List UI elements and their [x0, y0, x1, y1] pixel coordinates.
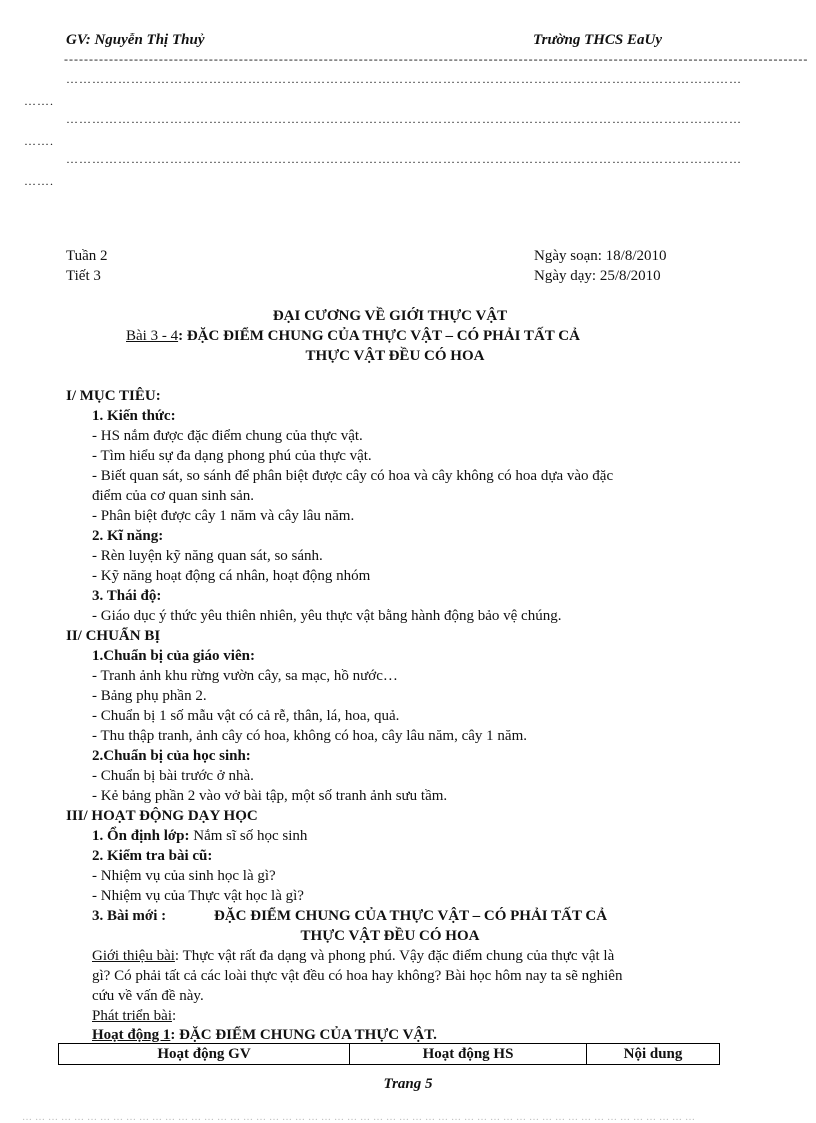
lesson-ref: Bài 3 - 4 — [126, 328, 179, 344]
teacher-prep-item: - Bảng phụ phần 2. — [92, 688, 207, 704]
col-teacher-activity: Hoạt động GV — [59, 1044, 350, 1065]
teacher-prep-item: - Tranh ảnh khu rừng vườn cây, sa mạc, hồ nước… — [92, 668, 398, 684]
new-lesson-title-1: ĐẶC ĐIỂM CHUNG CỦA THỰC VẬT – CÓ PHẢI TẤT CẢ — [214, 908, 608, 924]
table-header-row — [59, 1044, 720, 1065]
knowledge-item: - Biết quan sát, so sánh để phân biệt được cây có hoa và cây không có hoa dựa vào đặc — [92, 468, 614, 484]
activity-1-title: : ĐẶC ĐIỂM CHUNG CỦA THỰC VẬT. — [170, 1027, 437, 1043]
review-heading: 2. Kiểm tra bài cũ: — [92, 848, 213, 864]
develop-label: Phát triển bài — [92, 1008, 172, 1024]
col-student-activity: Hoạt động HS — [350, 1044, 587, 1065]
teacher-prep-heading: 1.Chuẩn bị của giáo viên: — [92, 648, 255, 664]
stabilize-line — [92, 826, 307, 846]
develop-colon: : — [171, 1008, 177, 1024]
prep-date: Ngày soạn: 18/8/2010 — [534, 248, 667, 264]
blank-dotted-line-end: ……. — [24, 94, 54, 108]
teacher-name: GV: Nguyễn Thị Thuỷ — [66, 32, 205, 48]
section-activities: III/ HOẠT ĐỘNG DẠY HỌC — [66, 808, 258, 824]
review-item: - Nhiệm vụ của sinh học là gì? — [92, 868, 276, 884]
activity-table — [58, 1043, 720, 1065]
intro-line-2: gì? Có phải tất cả các loài thực vật đều có hoa hay không? Bài học hôm nay ta sẽ nghiên — [92, 968, 623, 984]
week: Tuần 2 — [66, 248, 108, 264]
skills-heading: 2. Kĩ năng: — [92, 528, 164, 544]
chapter-title: ĐẠI CƯƠNG VỀ GIỚI THỰC VẬT — [272, 308, 508, 324]
intro-text: : Thực vật rất đa dạng và phong phú. Vậy đặc điểm chung của thực vật là — [174, 948, 615, 964]
activity-1-line — [92, 1025, 437, 1045]
header-rule: ----------------------------------------------------------------------------------------------------------------------------------------------------- — [64, 52, 809, 66]
new-lesson-title-2: THỰC VẬT ĐỀU CÓ HOA — [300, 928, 480, 944]
section-preparation: II/ CHUẨN BỊ — [66, 628, 161, 644]
lesson-title: : ĐẶC ĐIỂM CHUNG CỦA THỰC VẬT – CÓ PHẢI TẤT CẢ — [178, 328, 580, 344]
teacher-prep-item: - Thu thập tranh, ảnh cây có hoa, không có hoa, cây lâu năm, cây 1 năm. — [92, 728, 527, 744]
knowledge-item: - HS nắm được đặc điểm chung của thực vật. — [92, 428, 363, 444]
intro-label: Giới thiệu bài — [92, 948, 175, 964]
skill-item: - Rèn luyện kỹ năng quan sát, so sánh. — [92, 548, 323, 564]
skill-item: - Kỹ năng hoạt động cá nhân, hoạt động nhóm — [92, 568, 371, 584]
knowledge-heading: 1. Kiến thức: — [92, 408, 176, 424]
blank-dotted-line: ………………………………………………………………………………………………………………………………………… — [66, 72, 742, 86]
intro-line-1 — [92, 946, 614, 966]
student-prep-item: - Kẻ bảng phần 2 vào vở bài tập, một số tranh ảnh sưu tầm. — [92, 788, 448, 804]
page-number: Trang 5 — [383, 1076, 433, 1092]
lesson-title-line-2: THỰC VẬT ĐỀU CÓ HOA — [305, 348, 485, 364]
school-name: Trường THCS EaUy — [533, 32, 662, 48]
review-item: - Nhiệm vụ của Thực vật học là gì? — [92, 888, 304, 904]
col-content: Nội dung — [587, 1044, 720, 1065]
blank-dotted-line: ………………………………………………………………………………………………………………………………………… — [66, 152, 742, 166]
knowledge-item: - Phân biệt được cây 1 năm và cây lâu năm. — [92, 508, 355, 524]
teacher-prep-item: - Chuẩn bị 1 số mẫu vật có cả rễ, thân, lá, hoa, quả. — [92, 708, 400, 724]
stabilize-text: Nắm sĩ số học sinh — [189, 828, 308, 844]
new-lesson-label: 3. Bài mới : — [92, 908, 167, 924]
attitude-item: - Giáo dục ý thức yêu thiên nhiên, yêu thực vật bằng hành động bảo vệ chúng. — [92, 608, 562, 624]
blank-dotted-line-end: ……. — [24, 174, 54, 188]
blank-dotted-line-end: ……. — [24, 134, 54, 148]
period: Tiết 3 — [66, 268, 101, 284]
develop-line — [92, 1006, 176, 1026]
intro-line-3: cứu về vấn đề này. — [92, 988, 204, 1004]
student-prep-item: - Chuẩn bị bài trước ở nhà. — [92, 768, 254, 784]
section-objectives: I/ MỤC TIÊU: — [66, 388, 161, 404]
stabilize-label: 1. Ổn định lớp: — [92, 828, 190, 844]
footer-dotted-line: ………………………………………………………………………………………………………………………………………… — [22, 1112, 698, 1123]
activity-1-label: Hoạt động 1 — [92, 1027, 171, 1043]
student-prep-heading: 2.Chuẩn bị của học sinh: — [92, 748, 251, 764]
teach-date: Ngày dạy: 25/8/2010 — [534, 268, 661, 284]
knowledge-item: - Tìm hiểu sự đa dạng phong phú của thực vật. — [92, 448, 372, 464]
blank-dotted-line: ………………………………………………………………………………………………………………………………………… — [66, 112, 742, 126]
knowledge-item-cont: điểm của cơ quan sinh sản. — [92, 488, 255, 504]
attitude-heading: 3. Thái độ: — [92, 588, 162, 604]
lesson-title-line-1 — [126, 326, 580, 346]
